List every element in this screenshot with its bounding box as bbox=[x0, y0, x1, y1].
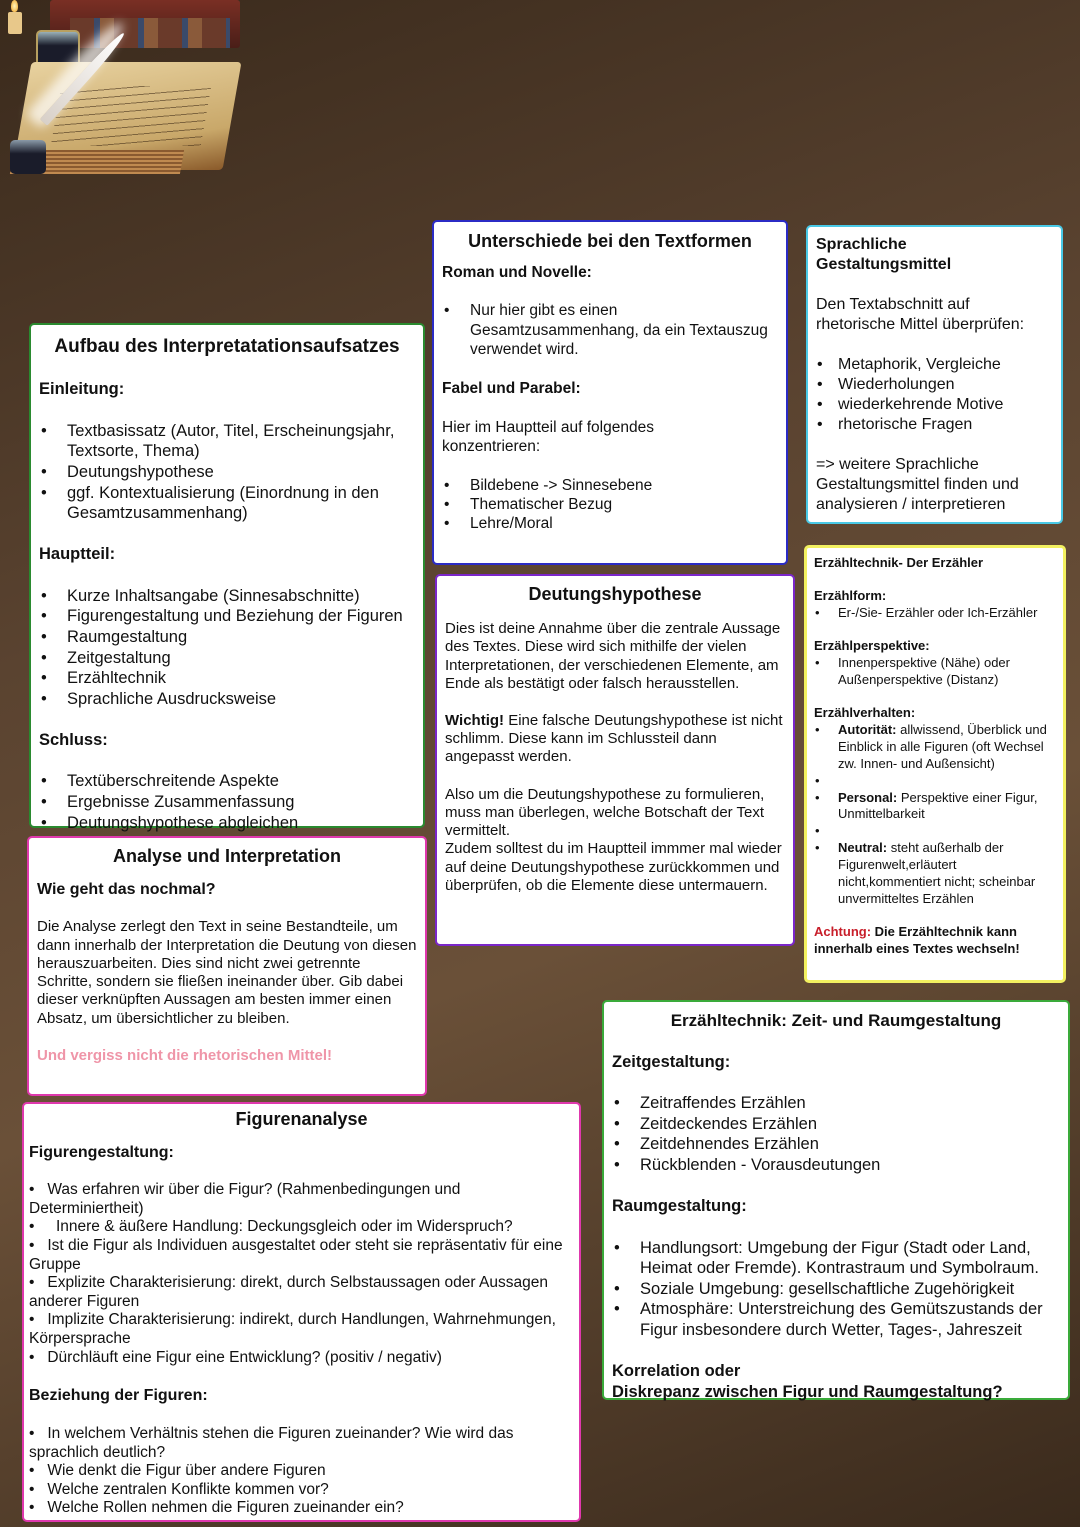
space-list bbox=[612, 1238, 1060, 1341]
closing-question-line1: Korrelation oder bbox=[612, 1362, 741, 1381]
list-item-text: Ist die Figur als Individuen ausgestaltet oder steht sie repräsentativ für eine Gruppe bbox=[29, 1236, 563, 1273]
bullet: • bbox=[29, 1311, 48, 1329]
list-item: • Textbasissatz (Autor, Titel, Erscheinungsjahr, Textsorte, Thema) bbox=[39, 421, 415, 462]
list-item bbox=[29, 1462, 574, 1481]
list-item: • Zeitdeckendes Erzählen bbox=[612, 1114, 1060, 1135]
list-item bbox=[29, 1499, 574, 1518]
list-item: • ggf. Kontextualisierung (Einordnung in den Gesamtzusammenhang) bbox=[39, 483, 415, 524]
time-heading: Zeitgestaltung: bbox=[612, 1052, 731, 1071]
list-item: • Nur hier gibt es einen Gesamtzusammenhang, da ein Textauszug verwendet wird. bbox=[442, 301, 778, 359]
roman-list bbox=[442, 301, 778, 359]
warning-label: Achtung: bbox=[814, 924, 872, 940]
list-item-text: Wie denkt die Figur über andere Figuren bbox=[47, 1462, 326, 1480]
perspective-heading: Erzählperspektive: bbox=[814, 638, 930, 654]
intro-list bbox=[39, 421, 415, 524]
perspective-list bbox=[814, 655, 1056, 689]
list-item bbox=[29, 1274, 574, 1311]
candle-icon bbox=[8, 12, 22, 34]
list-item: • rhetorische Fragen bbox=[816, 415, 1053, 435]
behaviour-label: Neutral: bbox=[838, 840, 888, 856]
list-item: • Deutungshypothese abgleichen bbox=[39, 813, 415, 834]
rhetoric-intro: Den Textabschnitt auf rhetorische Mittel überprüfen: bbox=[816, 296, 1025, 333]
list-item: • Zeitgestaltung bbox=[39, 648, 415, 669]
book-spines-icon bbox=[70, 18, 230, 48]
closing-question-line2: Diskrepanz zwischen Figur und Raumgestaltung? bbox=[612, 1382, 1003, 1401]
fabel-heading: Fabel und Parabel: bbox=[442, 379, 581, 397]
conclusion-heading: Schluss: bbox=[39, 731, 108, 749]
relationships-heading: Beziehung der Figuren: bbox=[29, 1387, 208, 1405]
list-item: • Zeitdehnendes Erzählen bbox=[612, 1134, 1060, 1155]
list-item: • Raumgestaltung bbox=[39, 627, 415, 648]
roman-heading: Roman und Novelle: bbox=[442, 263, 592, 281]
hypothesis-card bbox=[435, 574, 795, 946]
list-item-text: Implizite Charakterisierung: indirekt, durch Handlungen, Wahrnehmungen, Körpersprache bbox=[29, 1311, 556, 1347]
narrator-card bbox=[804, 545, 1066, 983]
list-item-empty bbox=[814, 773, 1056, 790]
list-item-text: Welche zentralen Konflikte kommen vor? bbox=[47, 1480, 329, 1498]
analysis-text: Die Analyse zerlegt den Text in seine Bestandteile, um dann innerhalb der Interpretation die Deutung von diesen herauszuarbeiten. Dies sind nicht zwei getrennte Schritte, sondern sie fließen ineinander über. Gib dabei dieser verknüpften Aussagen am besten immer einen Absatz, um übersichtlicher zu bleiben. bbox=[37, 918, 417, 1027]
list-item: • Kurze Inhaltsangabe (Sinnesabschnitte) bbox=[39, 586, 415, 607]
list-item: • Innenperspektive (Nähe) oder Außenperspektive (Distanz) bbox=[814, 655, 1056, 689]
list-item: • Textüberschreitende Aspekte bbox=[39, 771, 415, 792]
important-label: Wichtig! bbox=[445, 711, 505, 729]
hypothesis-paragraph-1: Dies ist deine Annahme über die zentrale Aussage des Textes. Diese wird sich mithilfe der vielen Interpretationen, der verschiedenen Elemente, am Ende als bestätigt oder falsch herausstellen. bbox=[445, 619, 781, 692]
bullet: • bbox=[29, 1462, 48, 1480]
character-design-heading: Figurengestaltung: bbox=[29, 1143, 174, 1161]
bullet: • bbox=[29, 1425, 48, 1443]
list-item: • Wiederholungen bbox=[816, 375, 1053, 395]
list-item bbox=[29, 1481, 574, 1500]
list-item bbox=[29, 1349, 574, 1368]
list-item: • Zeitraffendes Erzählen bbox=[612, 1093, 1060, 1114]
warning-text: Die Erzähltechnik kann innerhalb eines Textes wechseln! bbox=[814, 924, 1020, 956]
rhetoric-card bbox=[806, 225, 1063, 524]
time-space-heading: Erzähltechnik: Zeit- und Raumgestaltung bbox=[670, 1011, 1002, 1030]
narrative-behaviour-list bbox=[814, 722, 1056, 908]
list-item-text: Innere & äußere Handlung: Deckungsgleich oder im Widerspruch? bbox=[55, 1218, 513, 1236]
list-item-text: In welchem Verhältnis stehen die Figuren zueinander? Wie wird das sprachlich deutlich? bbox=[29, 1425, 514, 1461]
rhetoric-heading: Sprachliche Gestaltungsmittel bbox=[816, 236, 952, 273]
list-item: • Sprachliche Ausdrucksweise bbox=[39, 689, 415, 710]
bullet: • bbox=[29, 1236, 48, 1254]
analysis-heading: Analyse und Interpretation bbox=[112, 846, 342, 866]
list-item: • Thematischer Bezug bbox=[442, 495, 778, 514]
list-item: • Erzähltechnik bbox=[39, 668, 415, 689]
behaviour-label: Autorität: bbox=[838, 721, 897, 737]
small-inkwell-icon bbox=[10, 140, 46, 174]
analysis-note: Und vergiss nicht die rhetorischen Mittel! bbox=[37, 1046, 333, 1064]
character-analysis-heading: Figurenanalyse bbox=[235, 1109, 368, 1129]
character-design-list bbox=[29, 1181, 574, 1367]
list-item bbox=[814, 790, 1056, 824]
bullet: • bbox=[29, 1181, 48, 1199]
bullet: • bbox=[29, 1218, 56, 1236]
behaviour-label: Personal: bbox=[838, 789, 898, 805]
hypothesis-paragraph-3: Also um die Deutungshypothese zu formulieren, muss man überlegen, welche Botschaft der Text vermittelt. bbox=[445, 785, 765, 840]
narrative-form-list bbox=[814, 605, 1056, 622]
conclusion-list bbox=[39, 771, 415, 833]
narrative-behaviour-heading: Erzählverhalten: bbox=[814, 705, 916, 721]
list-item-text: Welche Rollen nehmen die Figuren zueinander ein? bbox=[47, 1499, 404, 1517]
time-space-card bbox=[602, 1000, 1070, 1400]
list-item: • Metaphorik, Vergleiche bbox=[816, 355, 1053, 375]
essay-structure-heading: Aufbau des Interpretatationsaufsatzes bbox=[54, 336, 400, 357]
rhetoric-list bbox=[816, 355, 1053, 435]
list-item-text: Was erfahren wir über die Figur? (Rahmenbedingungen und Determiniertheit) bbox=[29, 1181, 461, 1217]
important-text: Eine falsche Deutungshypothese ist nicht schlimm. Diese kann im Schlussteil dann angepasst werden. bbox=[445, 711, 783, 766]
list-item-text: Dürchläuft eine Figur eine Entwicklung? (positiv / negativ) bbox=[47, 1348, 442, 1366]
list-item-text: Explizite Charakterisierung: direkt, durch Selbstaussagen oder Aussagen anderer Figuren bbox=[29, 1274, 548, 1310]
fabel-list bbox=[442, 476, 778, 534]
list-item: • Deutungshypothese bbox=[39, 462, 415, 483]
behaviour-text: steht außerhalb der Figurenwelt,erläutert nicht,kommentiert nicht; scheinbar unvermitteltes Erzählen bbox=[838, 840, 1036, 906]
list-item: • Lehre/Moral bbox=[442, 514, 778, 533]
list-item bbox=[29, 1425, 574, 1462]
list-item bbox=[814, 840, 1056, 908]
behaviour-text: allwissend, Überblick und Einblick in alle Figuren (oft Wechsel zw. Innen- und Außensicht) bbox=[838, 721, 1047, 771]
essay-structure-card bbox=[29, 323, 425, 832]
character-analysis-card bbox=[22, 1102, 581, 1522]
hypothesis-heading: Deutungshypothese bbox=[528, 584, 702, 604]
list-item: • Figurengestaltung und Beziehung der Figuren bbox=[39, 606, 415, 627]
list-item: • Ergebnisse Zusammenfassung bbox=[39, 792, 415, 813]
hypothesis-paragraph-2 bbox=[445, 712, 785, 767]
list-item: • wiederkehrende Motive bbox=[816, 395, 1053, 415]
bullet: • bbox=[29, 1480, 48, 1498]
behaviour-text: Perspektive einer Figur, Unmittelbarkeit bbox=[838, 789, 1038, 822]
list-item: • Handlungsort: Umgebung der Figur (Stadt oder Land, Heimat oder Fremde). Kontrastraum und Symbolraum. bbox=[612, 1238, 1060, 1279]
time-list bbox=[612, 1093, 1060, 1176]
bullet: • bbox=[29, 1499, 48, 1517]
list-item bbox=[29, 1237, 574, 1274]
book-quill-image bbox=[0, 0, 233, 178]
fabel-text: Hier im Hauptteil auf folgendes konzentrieren: bbox=[442, 418, 654, 455]
list-item bbox=[29, 1311, 574, 1348]
list-item: • Bildebene -> Sinnesebene bbox=[442, 476, 778, 495]
space-heading: Raumgestaltung: bbox=[612, 1197, 747, 1216]
list-item: • Atmosphäre: Unterstreichung des Gemütszustands der Figur insbesondere durch Wetter, Tages-, Jahreszeit bbox=[612, 1299, 1060, 1340]
relationships-list bbox=[29, 1425, 574, 1518]
list-item: • Soziale Umgebung: gesellschaftliche Zugehörigkeit bbox=[612, 1279, 1060, 1300]
text-forms-heading: Unterschiede bei den Textformen bbox=[468, 231, 752, 251]
rhetoric-outro: => weitere Sprachliche Gestaltungsmittel finden und analysieren / interpretieren bbox=[816, 456, 1019, 513]
main-part-list bbox=[39, 586, 415, 710]
bullet: • bbox=[29, 1274, 48, 1292]
main-part-heading: Hauptteil: bbox=[39, 545, 116, 564]
list-item bbox=[29, 1181, 574, 1218]
flame-icon bbox=[11, 0, 18, 12]
analysis-card bbox=[27, 836, 427, 1096]
analysis-subheading: Wie geht das nochmal? bbox=[37, 880, 216, 898]
narrator-heading: Erzähltechnik- Der Erzähler bbox=[814, 555, 984, 570]
list-item bbox=[29, 1218, 574, 1237]
bullet: • bbox=[29, 1348, 48, 1366]
hypothesis-paragraph-4: Zudem solltest du im Hauptteil immmer mal wieder auf deine Deutungshypothese zurückkommen und überprüfen, ob die Elemente diese untermauern. bbox=[445, 840, 782, 895]
list-item bbox=[814, 722, 1056, 773]
text-forms-card bbox=[432, 220, 788, 565]
list-item: • Rückblenden - Vorausdeutungen bbox=[612, 1155, 1060, 1176]
list-item: • Er-/Sie- Erzähler oder Ich-Erzähler bbox=[814, 605, 1056, 622]
narrator-warning bbox=[814, 924, 1056, 958]
intro-heading: Einleitung: bbox=[39, 380, 125, 399]
narrative-form-heading: Erzählform: bbox=[814, 588, 887, 604]
list-item-empty bbox=[814, 823, 1056, 840]
